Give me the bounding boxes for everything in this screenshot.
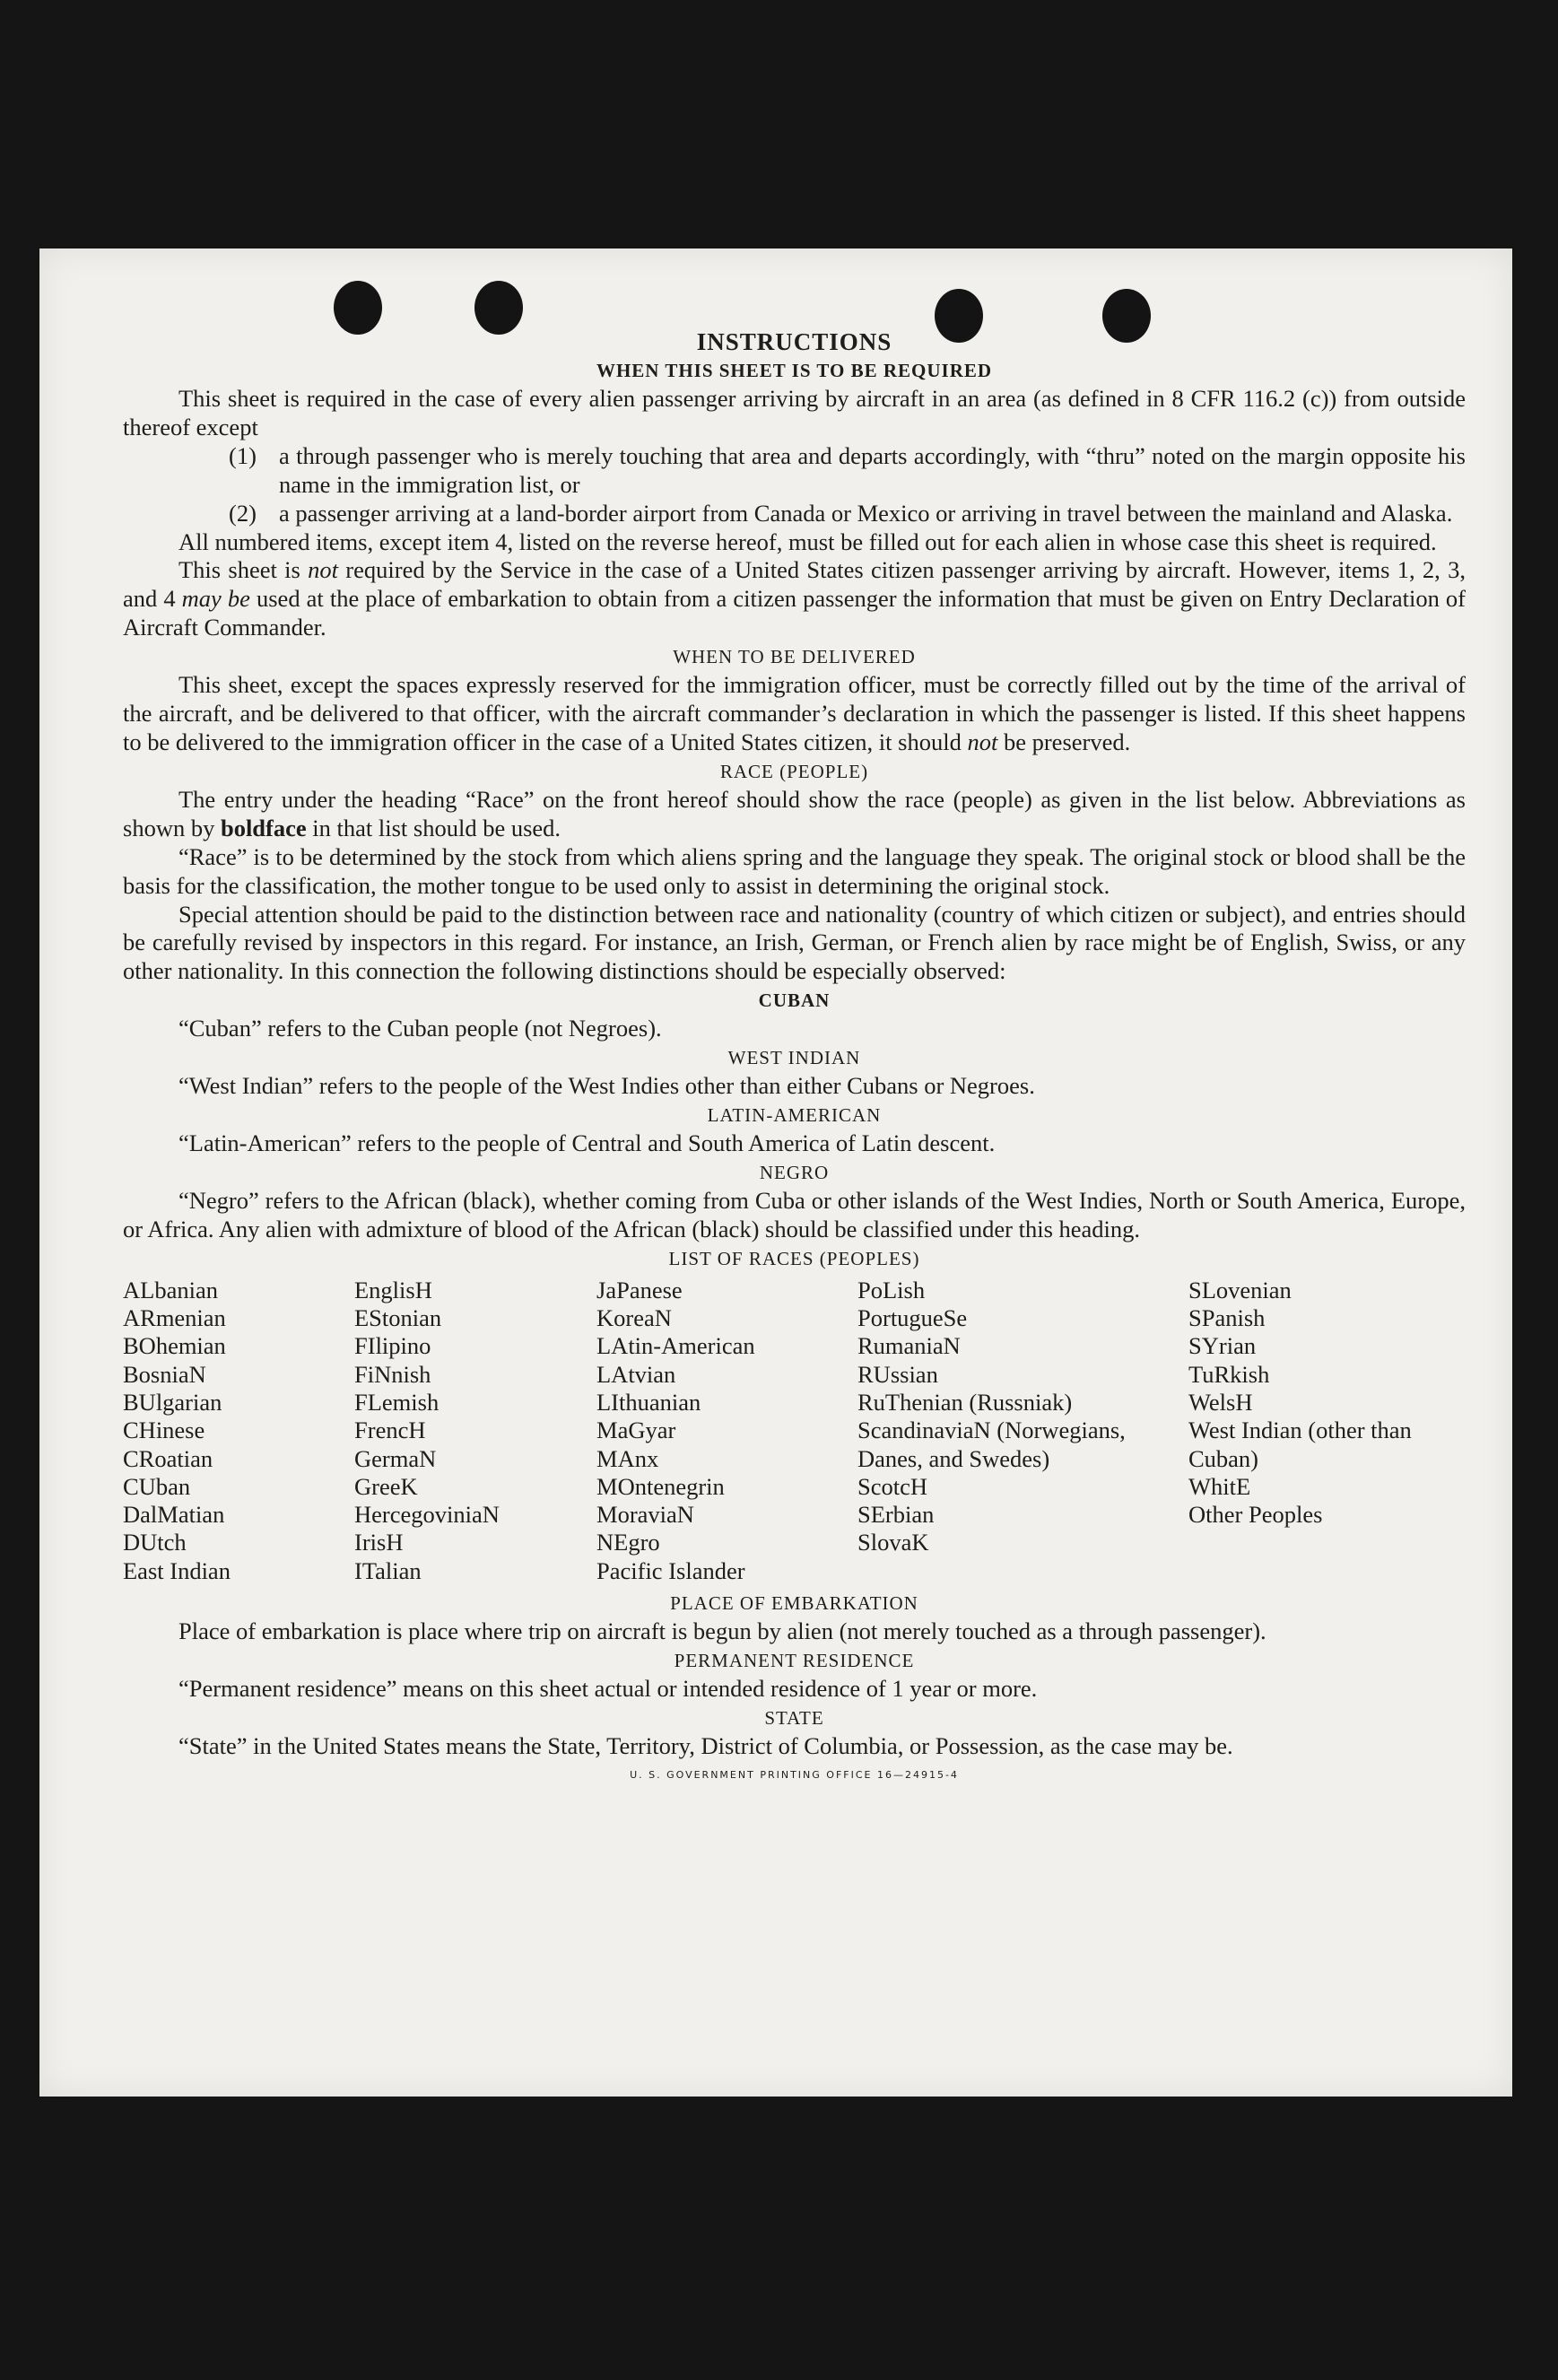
text-run: This sheet, except the spaces expressly reserved for the immigration officer, must be correctly filled out by the time of the arrival of the aircraft, and be delivered to that officer, with the aircraft commander’s declaration in which the passenger is listed. If this sheet happens to be delivered to the immigration officer in the case of a United States citizen, it should — [123, 671, 1466, 755]
item-number: (2) — [229, 499, 257, 527]
punch-hole-2 — [474, 281, 523, 335]
race-entry: FLemish — [354, 1388, 440, 1416]
race-entry: MaGyar — [596, 1417, 676, 1444]
text-run: The entry under the heading “Race” on the front hereof should show the race (people) as given in the list below. Abbreviations as shown by — [123, 785, 1466, 841]
race-entry: DalMatian — [123, 1501, 225, 1529]
heading-when-delivered: WHEN TO BE DELIVERED — [673, 646, 916, 668]
race-entry: CUban — [123, 1472, 191, 1500]
race-entry: EStonian — [354, 1304, 442, 1332]
race-entry: FIlipino — [354, 1332, 431, 1360]
heading-west-indian: WEST INDIAN — [727, 1047, 861, 1069]
paragraph-west-indian: “West Indian” refers to the people of the West Indies other than either Cubans or Negroes. — [178, 1072, 1035, 1100]
race-entry: ARmenian — [123, 1304, 226, 1332]
race-entry: ITalian — [354, 1556, 422, 1584]
race-entry: MoraviaN — [596, 1501, 694, 1529]
document-sheet — [39, 248, 1512, 2097]
heading-permanent-residence: PERMANENT RESIDENCE — [674, 1649, 915, 1671]
race-entry: BUlgarian — [123, 1388, 222, 1416]
race-entry: Other Peoples — [1188, 1501, 1323, 1529]
race-entry: FiNnish — [354, 1360, 431, 1388]
race-entry: SErbian — [857, 1501, 935, 1529]
race-entry: SPanish — [1188, 1304, 1266, 1332]
page-title: INSTRUCTIONS — [696, 328, 892, 355]
races-list — [123, 1277, 1466, 1585]
race-entry: GreeK — [354, 1472, 418, 1500]
race-entry: WhitE — [1188, 1472, 1251, 1500]
race-entry: RUssian — [857, 1360, 938, 1388]
paragraph-required: This sheet is required in the case of every alien passenger arriving by aircraft in an area (as defined in 8 CFR 116.2 (c)) from outside thereof except — [123, 385, 1466, 440]
race-entry: FrencH — [354, 1417, 426, 1444]
bold-run: boldface — [220, 814, 307, 841]
heading-when-required: WHEN THIS SHEET IS TO BE REQUIRED — [596, 360, 993, 381]
italic-run: not — [967, 728, 998, 755]
races-column-4 — [854, 1277, 1188, 1585]
race-entry: Pacific Islander — [596, 1556, 745, 1584]
race-entry: PoLish — [857, 1276, 926, 1303]
heading-cuban: CUBAN — [758, 989, 831, 1012]
race-entry: RumaniaN — [857, 1332, 961, 1360]
race-entry: IrisH — [354, 1529, 404, 1556]
heading-state: STATE — [764, 1706, 824, 1729]
printing-office-imprint: U. S. GOVERNMENT PRINTING OFFICE 16—24915-4 — [630, 1768, 959, 1781]
paragraph-embarkation: Place of embarkation is place where trip on aircraft is begun by alien (not merely touched as a through passenger). — [178, 1617, 1266, 1645]
paragraph-race-nationality: Special attention should be paid to the distinction between race and nationality (country of which citizen or subject), and entries should be carefully revised by inspectors in this regard. For instance, an Irish, German, or French alien by race might be of English, Swiss, or any other nationality. In this connection the following distinctions should be especially observed: — [123, 900, 1466, 985]
heading-latin-american: LATIN-AMERICAN — [707, 1104, 882, 1127]
paragraph-numbered-items: All numbered items, except item 4, listed on the reverse hereof, must be filled out for each alien in whose case this sheet is required. — [178, 527, 1437, 555]
race-entry: ALbanian — [123, 1276, 218, 1303]
races-column-2 — [354, 1277, 596, 1585]
paragraph-race-stock: “Race” is to be determined by the stock from which aliens spring and the language they speak. The original stock or blood shall be the basis for the classification, the mother tongue to be used only to assist in determining the original stock. — [123, 842, 1466, 899]
item-text: a through passenger who is merely touching that area and departs accordingly, with “thru” noted on the margin opposite his name in the immigration list, or — [279, 441, 1466, 498]
race-entry: SYrian — [1188, 1332, 1257, 1360]
race-entry: BosniaN — [123, 1360, 206, 1388]
race-entry: GermaN — [354, 1444, 437, 1472]
race-entry: WelsH — [1188, 1388, 1253, 1416]
race-entry: MAnx — [596, 1444, 659, 1472]
paragraph-delivered — [123, 671, 1466, 757]
race-entry: CHinese — [123, 1417, 205, 1444]
instructions-body — [123, 327, 1466, 1790]
race-entry: SLovenian — [1188, 1276, 1292, 1303]
item-number: (1) — [229, 441, 257, 469]
race-entry: HercegoviniaN — [354, 1501, 500, 1529]
paragraph-race-entry — [123, 786, 1466, 843]
paragraph-cuban: “Cuban” refers to the Cuban people (not Negroes). — [178, 1015, 662, 1042]
race-entry: LAtin-American — [596, 1332, 755, 1360]
race-entry: JaPanese — [596, 1276, 683, 1303]
heading-place-of-embarkation: PLACE OF EMBARKATION — [670, 1592, 918, 1615]
race-entry: ScandinaviaN (Norwegians, Danes, and Swedes) — [857, 1417, 1126, 1472]
race-entry: West Indian (other than Cuban) — [1188, 1417, 1412, 1472]
heading-negro: NEGRO — [759, 1161, 830, 1183]
race-entry: LIthuanian — [596, 1388, 701, 1416]
paragraph-negro: “Negro” refers to the African (black), whether coming from Cuba or other islands of the West Indies, North or South America, Europe, or Africa. Any alien with admixture of blood of the African (black) should be classified under this heading. — [123, 1186, 1466, 1242]
race-entry: ScotcH — [857, 1472, 928, 1500]
paragraph-latin-american: “Latin-American” refers to the people of Central and South America of Latin descent. — [178, 1129, 996, 1157]
italic-run: not — [308, 556, 338, 584]
text-run: required by the Service in the case of a United States citizen passenger arriving by aircraft. However, items 1, 2, 3, and 4 — [123, 556, 1466, 613]
race-entry: SlovaK — [857, 1529, 929, 1556]
race-entry: KoreaN — [596, 1304, 672, 1332]
race-entry: DUtch — [123, 1529, 187, 1556]
race-entry: NEgro — [596, 1529, 660, 1556]
races-column-5 — [1188, 1277, 1423, 1585]
race-entry: PortugueSe — [857, 1304, 968, 1332]
race-entry: EnglisH — [354, 1276, 432, 1303]
race-entry: East Indian — [123, 1556, 231, 1584]
text-run: used at the place of embarkation to obtain from a citizen passenger the information that must be given on Entry Declaration of Aircraft Commander. — [123, 585, 1466, 641]
race-entry: MOntenegrin — [596, 1472, 725, 1500]
text-run: be preserved. — [997, 728, 1131, 755]
paragraph-citizen — [123, 556, 1466, 642]
race-entry: TuRkish — [1188, 1360, 1270, 1388]
punch-hole-1 — [334, 281, 382, 335]
race-entry: LAtvian — [596, 1360, 676, 1388]
heading-list-of-races: LIST OF RACES (PEOPLES) — [668, 1247, 920, 1269]
paragraph-state: “State” in the United States means the State, Territory, District of Columbia, or Possession, as the case may be. — [178, 1731, 1233, 1759]
races-column-1 — [123, 1277, 354, 1585]
race-entry: BOhemian — [123, 1332, 226, 1360]
text-run: in that list should be used. — [306, 814, 561, 841]
text-run: This sheet is — [178, 556, 309, 584]
exception-item-2 — [123, 500, 1466, 528]
italic-run: may be — [181, 585, 250, 613]
race-entry: CRoatian — [123, 1444, 213, 1472]
race-entry: RuThenian (Russniak) — [857, 1388, 1073, 1416]
paragraph-permanent-residence: “Permanent residence” means on this sheet actual or intended residence of 1 year or more. — [178, 1674, 1038, 1702]
races-column-3 — [596, 1277, 854, 1585]
heading-race: RACE (PEOPLE) — [719, 760, 869, 782]
exception-item-1 — [123, 442, 1466, 500]
item-text: a passenger arriving at a land-border airport from Canada or Mexico or arriving in travel between the mainland and Alaska. — [279, 499, 1453, 527]
